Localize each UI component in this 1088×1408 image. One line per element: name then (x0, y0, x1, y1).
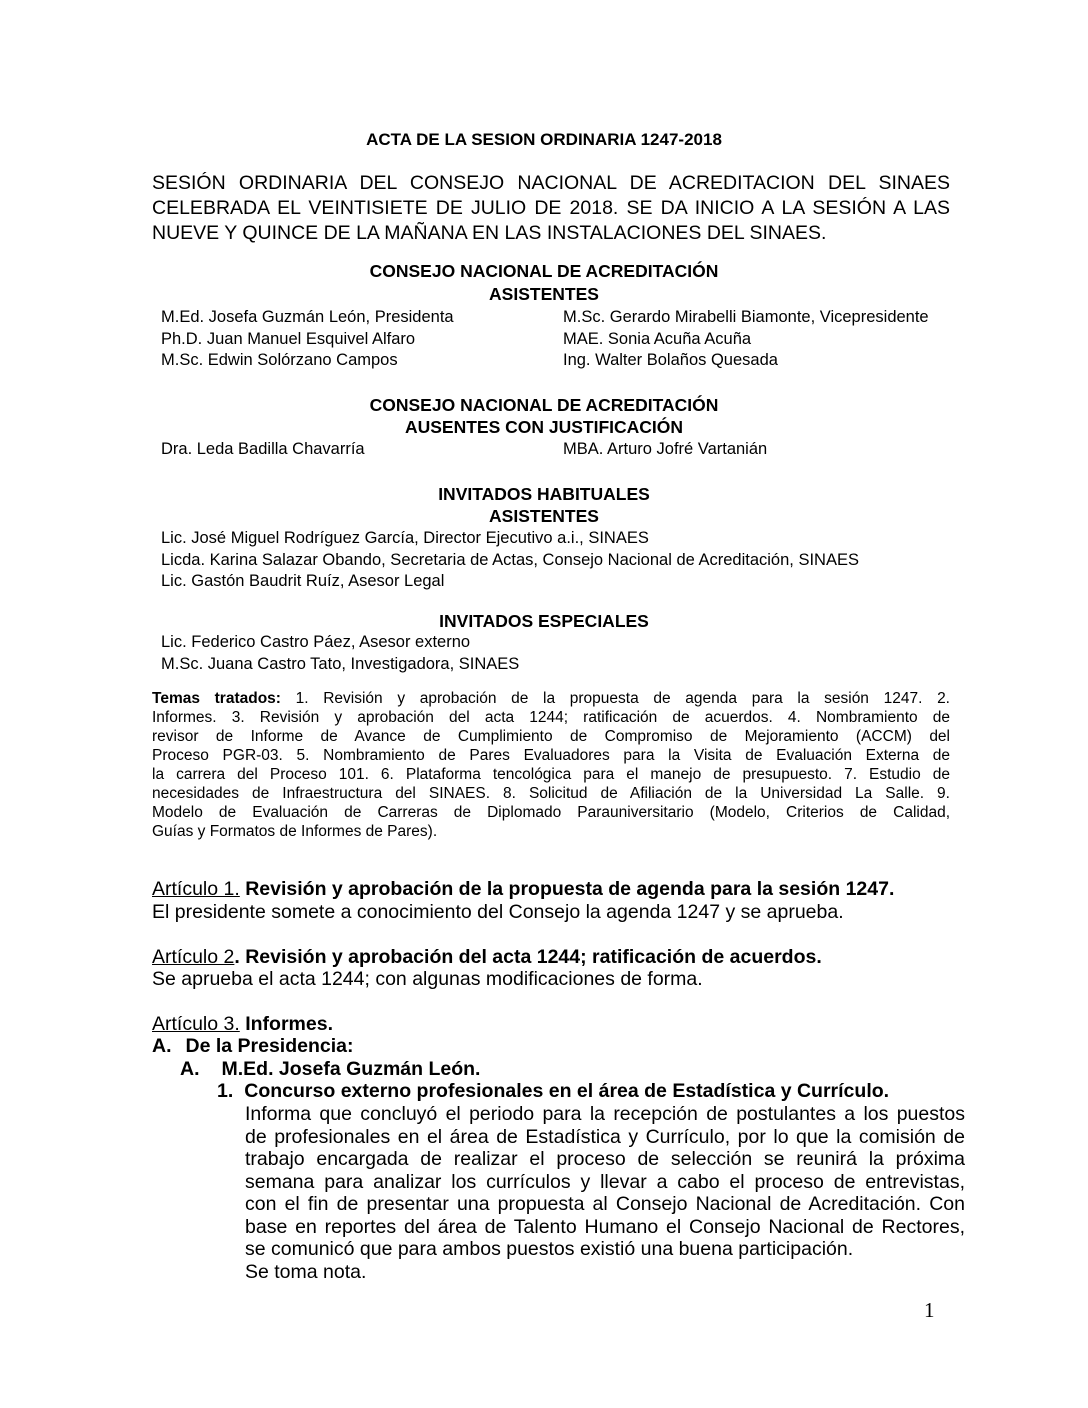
intro-line: NUEVE Y QUINCE DE LA MAÑANA EN LAS INSTALACIONES DEL SINAES. (152, 222, 827, 244)
document-title: ACTA DE LA SESION ORDINARIA 1247-2018 (366, 130, 722, 149)
article-3-heading (152, 1012, 333, 1036)
attendee-name: M.Sc. Edwin Solórzano Campos (161, 351, 398, 369)
attendee-name: M.Ed. Josefa Guzmán León, Presidenta (161, 308, 454, 326)
page-number: 1 (924, 1298, 935, 1322)
topics-line: la carrera del Proceso 101. 6. Plataforma tencológica para el manejo de presupuesto. 7. Estudio de (152, 766, 950, 783)
regular-guests-list (161, 528, 859, 593)
article-1-text: El presidente somete a conocimiento del Consejo la agenda 1247 y se aprueba. (152, 901, 844, 923)
paragraph-line: se comunicó que para ambos puestos existió una buena participación. (245, 1238, 854, 1260)
intro-line: CELEBRADA EL VEINTISIETE DE JULIO DE 2018. SE DA INICIO A LA SESIÓN A LAS (152, 197, 950, 219)
guest-name: M.Sc. Juana Castro Tato, Investigadora, SINAES (161, 654, 520, 673)
section-heading: INVITADOS HABITUALES (438, 484, 650, 504)
attendee-name: M.Sc. Gerardo Mirabelli Biamonte, Vicepresidente (563, 308, 929, 326)
subsection-label: A. (152, 1035, 172, 1057)
article-2-heading (152, 945, 822, 969)
article-label: Artículo 2 (152, 946, 235, 968)
guest-name: Licda. Karina Salazar Obando, Secretaria de Actas, Consejo Nacional de Acreditación, SINAES (161, 550, 859, 569)
item-1-heading (217, 1079, 889, 1103)
article-label: Artículo 1. (152, 878, 240, 900)
topics-line: necesidades de Infraestructura del SINAES. 8. Solicitud de Afiliación de la Universidad La Salle. 9. (152, 785, 950, 802)
topics-label: Temas tratados: (152, 690, 281, 707)
section-subheading: ASISTENTES (489, 284, 599, 304)
paragraph-line: trabajo encargada de realizar el proceso de selección se reunirá la próxima (245, 1148, 965, 1170)
section-subheading: AUSENTES CON JUSTIFICACIÓN (404, 417, 684, 437)
topics-line: Informes. 3. Revisión y aprobación del acta 1244; ratificación de acuerdos. 4. Nombramiento de (152, 709, 950, 726)
attendees-right-column (563, 307, 929, 372)
attendees-left-column (161, 307, 454, 372)
guest-name: Lic. José Miguel Rodríguez García, Director Ejecutivo a.i., SINAES (161, 529, 649, 547)
article-title: Informes. (239, 1013, 333, 1035)
article-2-text: Se aprueba el acta 1244; con algunas modificaciones de forma. (152, 968, 703, 990)
absent-name: Dra. Leda Badilla Chavarría (161, 440, 365, 458)
subsection-a (152, 1034, 354, 1058)
topics-line: Modelo de Evaluación de Carreras de Diplomado Parauniversitario (Modelo, Criterios de Calidad, (152, 804, 950, 821)
topics-line: Proceso PGR-03. 5. Nombramiento de Pares Evaluadores para la Visita de Evaluación Externa de (152, 747, 950, 764)
guest-name: Lic. Gastón Baudrit Ruíz, Asesor Legal (161, 572, 445, 590)
attendee-name: Ph.D. Juan Manuel Esquivel Alfaro (161, 329, 416, 348)
subsection-label: A. (180, 1058, 200, 1080)
attendee-name: Ing. Walter Bolaños Quesada (563, 351, 778, 369)
subsection-aa (180, 1057, 480, 1081)
section-subheading: ASISTENTES (489, 506, 599, 526)
attendee-name: MAE. Sonia Acuña Acuña (563, 329, 752, 348)
paragraph-line: de profesionales en el área de Estadística y Currículo, por lo que la comisión de (245, 1125, 965, 1148)
topics-line: Guías y Formatos de Informes de Pares). (152, 823, 438, 840)
paragraph-line: semana para analizar los currículos y llevar a cabo el proceso de entrevistas, (245, 1170, 965, 1193)
topics-paragraph (152, 689, 950, 841)
paragraph-line: con el fin de presentar una propuesta al Consejo Nacional de Acreditación. Con (245, 1193, 965, 1215)
item-number: 1. (217, 1080, 234, 1102)
absent-name: MBA. Arturo Jofré Vartanián (563, 440, 768, 458)
article-title: Revisión y aprobación de la propuesta de agenda para la sesión 1247. (239, 878, 895, 900)
guest-name: Lic. Federico Castro Páez, Asesor externo (161, 633, 471, 651)
intro-line: SESIÓN ORDINARIA DEL CONSEJO NACIONAL DE ACREDITACION DEL SINAES (152, 172, 950, 194)
article-1-heading (152, 877, 894, 901)
subsection-title: De la Presidencia: (185, 1035, 354, 1057)
section-heading: CONSEJO NACIONAL DE ACREDITACIÓN (369, 395, 719, 415)
topics-line: revisor de Informe de Avance de Cumplimiento de Compromiso de Mejoramiento (ACCM) del (152, 728, 950, 745)
section-heading: INVITADOS ESPECIALES (439, 611, 649, 631)
session-intro (152, 171, 950, 246)
paragraph-line: base en reportes del área de Talento Humano el Consejo Nacional de Rectores, (245, 1215, 965, 1238)
article-label: Artículo 3. (152, 1013, 240, 1035)
section-heading: CONSEJO NACIONAL DE ACREDITACIÓN (369, 261, 719, 281)
special-guests-list (161, 632, 519, 675)
article-title: . Revisión y aprobación del acta 1244; ratificación de acuerdos. (234, 946, 822, 968)
item-1-paragraph (245, 1103, 965, 1283)
paragraph-line: Informa que concluyó el periodo para la recepción de postulantes a los puestos (245, 1103, 965, 1125)
topics-line: Temas tratados: 1. Revisión y aprobación de la propuesta de agenda para la sesión 1247. 2. (152, 690, 950, 707)
item-title: Concurso externo profesionales en el área de Estadística y Currículo. (244, 1080, 890, 1102)
subsection-title: M.Ed. Josefa Guzmán León. (221, 1058, 481, 1080)
paragraph-note: Se toma nota. (245, 1260, 367, 1283)
